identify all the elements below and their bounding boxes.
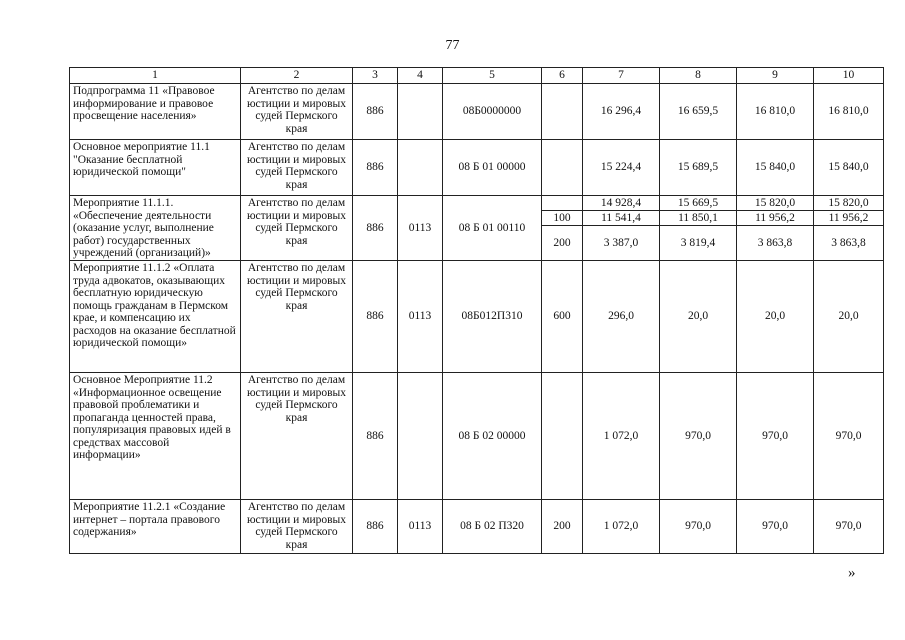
row-v9: 11 956,2	[737, 211, 814, 226]
table-row	[70, 500, 884, 554]
row-section: 0113	[398, 500, 443, 554]
row-v9: 15 820,0	[737, 196, 814, 211]
row-v8: 3 819,4	[660, 226, 737, 261]
col-header-7: 7	[583, 68, 660, 84]
page-number: 77	[445, 38, 460, 53]
row-agency: Агентство по делам юстиции и мировых судей Пермского края	[241, 196, 353, 261]
table-row	[70, 373, 884, 500]
row-v9: 20,0	[737, 261, 814, 373]
row-vr	[542, 140, 583, 196]
table-row	[70, 84, 884, 140]
row-name: Подпрограмма 11 «Правовое информирование и правовое просвещение населения»	[70, 84, 241, 140]
row-v9: 970,0	[737, 373, 814, 500]
row-v8: 11 850,1	[660, 211, 737, 226]
col-header-1: 1	[70, 68, 241, 84]
row-agency: Агентство по делам юстиции и мировых судей Пермского края	[241, 261, 353, 373]
row-v10: 20,0	[814, 261, 884, 373]
row-v8: 16 659,5	[660, 84, 737, 140]
col-header-9: 9	[737, 68, 814, 84]
row-v7: 296,0	[583, 261, 660, 373]
row-agency: Агентство по делам юстиции и мировых судей Пермского края	[241, 373, 353, 500]
row-section	[398, 84, 443, 140]
table-row	[70, 140, 884, 196]
col-header-4: 4	[398, 68, 443, 84]
row-v8: 970,0	[660, 500, 737, 554]
row-vr	[542, 373, 583, 500]
row-v9: 970,0	[737, 500, 814, 554]
col-header-10: 10	[814, 68, 884, 84]
col-header-2: 2	[241, 68, 353, 84]
row-name: Мероприятие 11.2.1 «Создание интернет – портала правового содержания»	[70, 500, 241, 554]
row-v7: 1 072,0	[583, 500, 660, 554]
row-v10: 3 863,8	[814, 226, 884, 261]
row-vr	[542, 84, 583, 140]
row-v10: 970,0	[814, 373, 884, 500]
row-vr: 600	[542, 261, 583, 373]
row-grbs: 886	[353, 373, 398, 500]
row-v9: 15 840,0	[737, 140, 814, 196]
col-header-6: 6	[542, 68, 583, 84]
row-v8: 20,0	[660, 261, 737, 373]
row-v7: 1 072,0	[583, 373, 660, 500]
row-v10: 16 810,0	[814, 84, 884, 140]
row-grbs: 886	[353, 261, 398, 373]
row-v8: 970,0	[660, 373, 737, 500]
table-row	[70, 196, 884, 211]
row-vr: 100	[542, 211, 583, 226]
row-name: Мероприятие 11.1.2 «Оплата труда адвокатов, оказывающих бесплатную юридическую помощь гражданам в Пермском крае, и компенсацию их расходов на оказание бесплатной юридической помощи»	[70, 261, 241, 373]
row-v7: 14 928,4	[583, 196, 660, 211]
closing-quote-mark: »	[848, 565, 856, 581]
row-csr: 08 Б 02 00000	[443, 373, 542, 500]
row-v7: 15 224,4	[583, 140, 660, 196]
row-v9: 16 810,0	[737, 84, 814, 140]
row-v10: 970,0	[814, 500, 884, 554]
row-v9: 3 863,8	[737, 226, 814, 261]
row-vr: 200	[542, 226, 583, 261]
budget-table	[69, 67, 884, 554]
row-grbs: 886	[353, 140, 398, 196]
row-csr: 08 Б 02 П320	[443, 500, 542, 554]
row-section: 0113	[398, 261, 443, 373]
row-name: Основное Мероприятие 11.2 «Информационное освещение правовой проблематики и пропаганда ценностей права, популяризация правовых идей в средствах массовой информации»	[70, 373, 241, 500]
row-csr: 08Б0000000	[443, 84, 542, 140]
col-header-3: 3	[353, 68, 398, 84]
row-v10: 15 840,0	[814, 140, 884, 196]
row-v10: 11 956,2	[814, 211, 884, 226]
row-v10: 15 820,0	[814, 196, 884, 211]
row-section: 0113	[398, 196, 443, 261]
row-csr: 08 Б 01 00000	[443, 140, 542, 196]
row-csr: 08 Б 01 00110	[443, 196, 542, 261]
row-v7: 16 296,4	[583, 84, 660, 140]
row-section	[398, 140, 443, 196]
row-vr: 200	[542, 500, 583, 554]
row-v8: 15 669,5	[660, 196, 737, 211]
row-v7: 11 541,4	[583, 211, 660, 226]
row-grbs: 886	[353, 84, 398, 140]
row-v8: 15 689,5	[660, 140, 737, 196]
row-v7: 3 387,0	[583, 226, 660, 261]
row-vr	[542, 196, 583, 211]
col-header-5: 5	[443, 68, 542, 84]
row-agency: Агентство по делам юстиции и мировых судей Пермского края	[241, 140, 353, 196]
row-agency: Агентство по делам юстиции и мировых судей Пермского края	[241, 84, 353, 140]
row-section	[398, 373, 443, 500]
header-row	[70, 68, 884, 84]
row-csr: 08Б012П310	[443, 261, 542, 373]
col-header-8: 8	[660, 68, 737, 84]
row-grbs: 886	[353, 500, 398, 554]
row-name: Мероприятие 11.1.1. «Обеспечение деятельности (оказание услуг, выполнение работ) государственных учреждений (организаций)»	[70, 196, 241, 261]
row-grbs: 886	[353, 196, 398, 261]
row-name: Основное мероприятие 11.1 "Оказание бесплатной юридической помощи"	[70, 140, 241, 196]
row-agency: Агентство по делам юстиции и мировых судей Пермского края	[241, 500, 353, 554]
table-row	[70, 261, 884, 373]
